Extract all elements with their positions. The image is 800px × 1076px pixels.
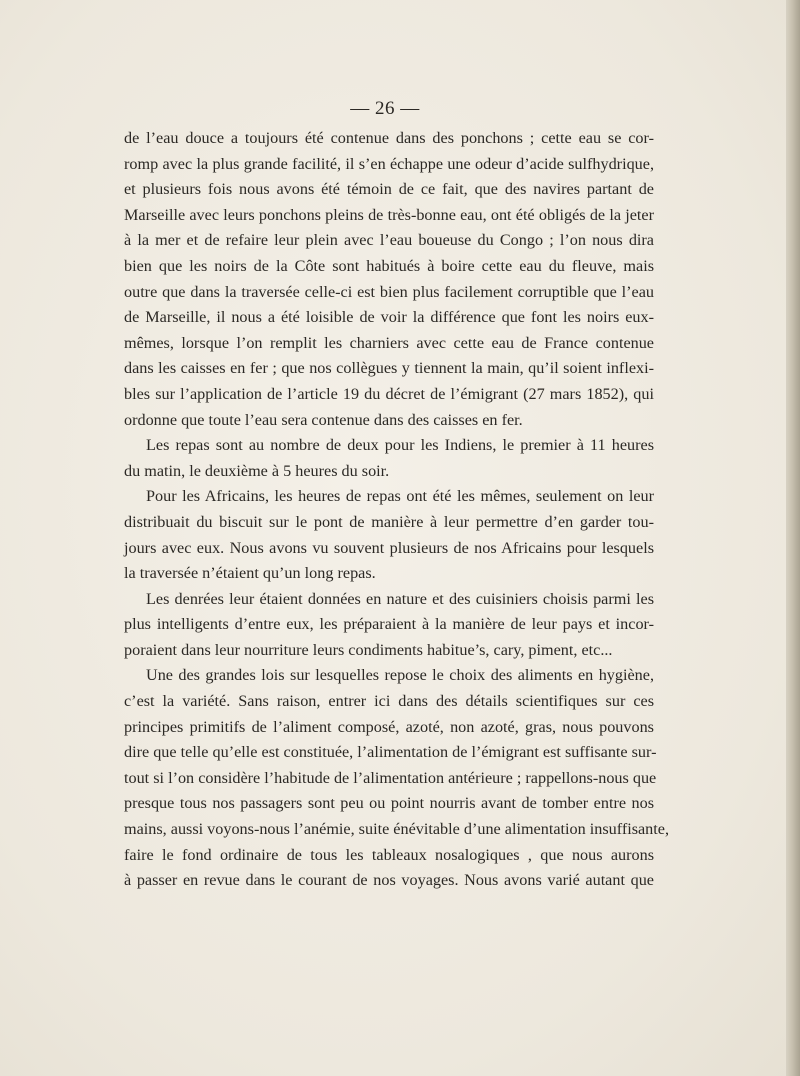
text-line: romp avec la plus grande facilité, il s’en échappe une odeur d’acide sulfhydrique, (124, 154, 654, 173)
text-line: poraient dans leur nourriture leurs condiments habitue’s, cary, piment, etc... (124, 640, 613, 659)
text-line: outre que dans la traversée celle-ci est bien plus facilement corruptible que l’eau (124, 282, 654, 301)
body-text (124, 126, 670, 894)
text-line: tout si l’on considère l’habitude de l’alimentation antérieure ; rappellons-nous que (124, 768, 657, 787)
text-line: de l’eau douce a toujours été contenue dans des ponchons ; cette eau se cor- (124, 129, 654, 147)
page-number: — 26 — (350, 98, 420, 119)
text-line: dans les caisses en fer ; que nos collègues y tiennent la main, qu’il soient inflexi- (124, 359, 654, 378)
text-line: plus intelligents d’entre eux, les préparaient à la manière de leur pays et incor- (124, 615, 654, 634)
text-line: distribuait du biscuit sur le pont de manière à leur permettre d’en garder tou- (124, 512, 654, 531)
text-line: mêmes, lorsque l’on remplit les charniers avec cette eau de France contenue (124, 333, 654, 352)
text-line: dire que telle qu’elle est constituée, l’alimentation de l’émigrant est suffisante sur- (124, 743, 657, 762)
text-line: Pour les Africains, les heures de repas ont été les mêmes, seulement on leur (146, 487, 654, 506)
text-line: c’est la variété. Sans raison, entrer ici dans des détails scientifiques sur ces (124, 692, 654, 711)
page-edge (786, 0, 800, 1076)
text-line: du matin, le deuxième à 5 heures du soir. (124, 461, 390, 480)
text-line: et plusieurs fois nous avons été témoin de ce fait, que des navires partant de (124, 180, 654, 199)
text-line: la traversée n’étaient qu’un long repas. (124, 564, 376, 583)
text-line: de Marseille, il nous a été loisible de voir la différence que font les noirs eux- (124, 308, 654, 327)
text-line: principes primitifs de l’aliment composé, azoté, non azoté, gras, nous pouvons (124, 717, 654, 736)
text-line: jours avec eux. Nous avons vu souvent plusieurs de nos Africains pour lesquels (124, 538, 654, 557)
text-line: faire le fond ordinaire de tous les tableaux nosalogiques , que nous aurons (124, 845, 654, 864)
text-line: bles sur l’application de l’article 19 du décret de l’émigrant (27 mars 1852), qui (124, 384, 654, 403)
text-line: ordonne que toute l’eau sera contenue dans des caisses en fer. (124, 410, 523, 429)
text-line: à la mer et de refaire leur plein avec l’eau boueuse du Congo ; l’on nous dira (124, 231, 654, 250)
text-line: à passer en revue dans le courant de nos voyages. Nous avons varié autant que (124, 871, 654, 890)
text-line: Marseille avec leurs ponchons pleins de très-bonne eau, ont été obligés de la jeter (124, 205, 654, 224)
text-line: Les denrées leur étaient données en nature et des cuisiniers choisis parmi les (146, 589, 654, 608)
text-line: bien que les noirs de la Côte sont habitués à boire cette eau du fleuve, mais (124, 256, 654, 275)
text-line: mains, aussi voyons-nous l’anémie, suite énévitable d’une alimentation insuffisante, (124, 820, 670, 839)
text-line: Les repas sont au nombre de deux pour les Indiens, le premier à 11 heures (146, 436, 654, 455)
text-line: Une des grandes lois sur lesquelles repose le choix des aliments en hygiène, (146, 666, 654, 685)
text-line: presque tous nos passagers sont peu ou point nourris avant de tomber entre nos (124, 794, 654, 813)
